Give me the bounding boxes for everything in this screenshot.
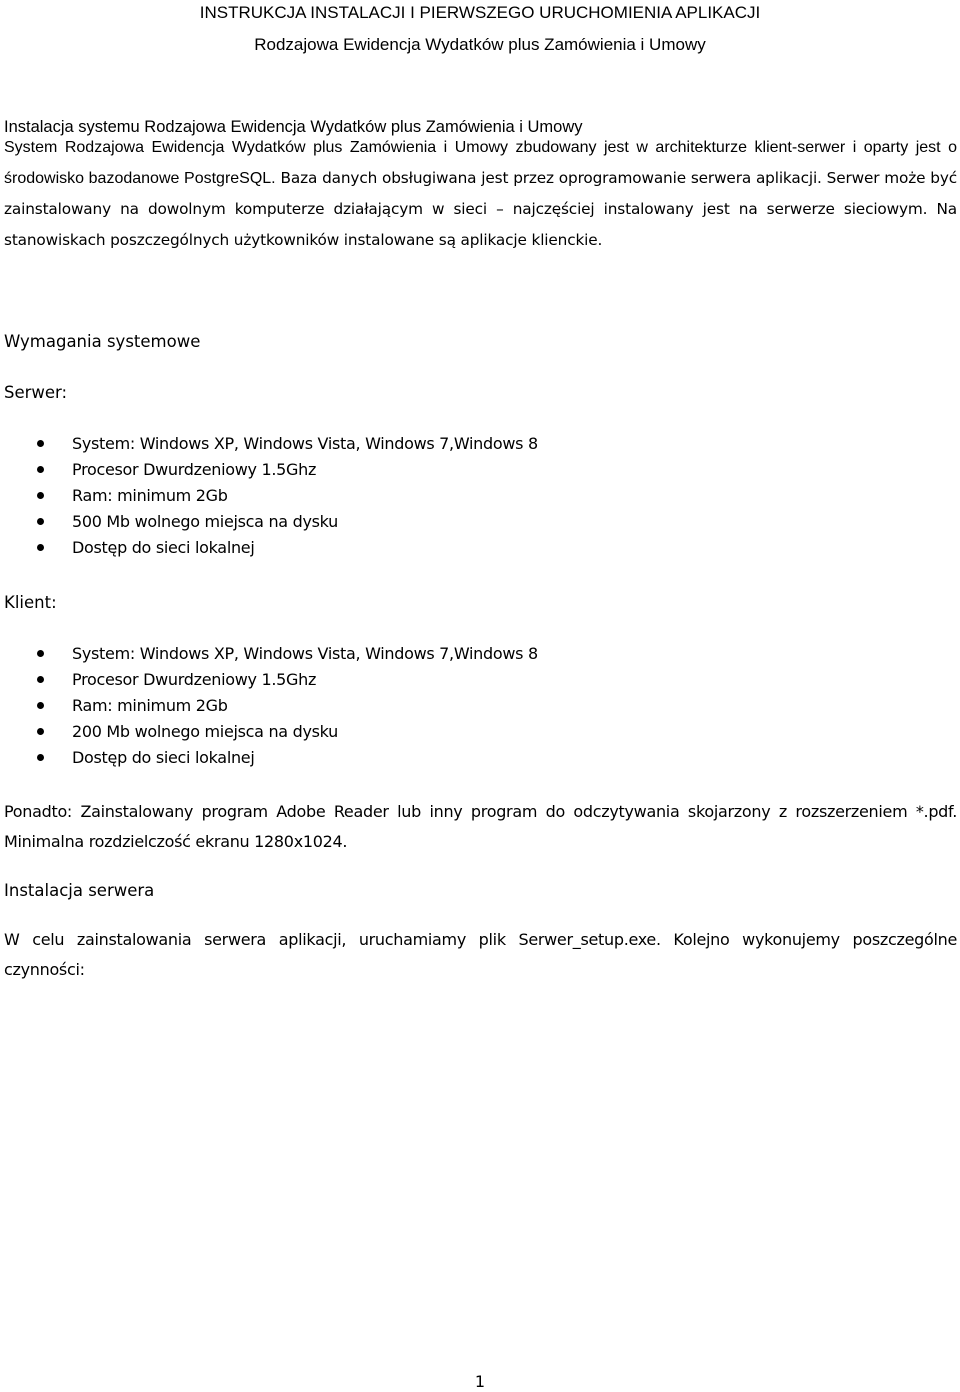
list-item: [0, 483, 900, 509]
client-requirements-list: [0, 641, 900, 771]
server-heading: Serwer:: [4, 383, 68, 402]
server-installation-heading: Instalacja serwera: [4, 881, 155, 900]
intro-paragraph: [4, 133, 957, 256]
list-item-text: 200 Mb wolnego miejsca na dysku: [72, 722, 338, 741]
list-item-text: Dostęp do sieci lokalnej: [72, 538, 255, 557]
list-item-text: System: Windows XP, Windows Vista, Windows 7,Windows 8: [72, 434, 538, 453]
list-item: [0, 667, 900, 693]
list-item: [0, 693, 900, 719]
list-item-text: Ram: minimum 2Gb: [72, 696, 228, 715]
bullet-icon: [37, 650, 44, 657]
server-installation-paragraph: W celu zainstalowania serwera aplikacji, uruchamiamy plik Serwer_setup.exe. Kolejno wykonujemy poszczególne czynności:: [4, 930, 957, 979]
list-item-text: Procesor Dwurdzeniowy 1.5Ghz: [72, 670, 317, 689]
list-item-text: Procesor Dwurdzeniowy 1.5Ghz: [72, 460, 317, 479]
client-heading: Klient:: [4, 593, 57, 612]
additional-requirements-paragraph: Ponadto: Zainstalowany program Adobe Reader lub inny program do odczytywania skojarzony z rozszerzeniem *.pdf. Minimalna rozdzielczość ekranu 1280x1024.: [4, 802, 957, 851]
bullet-icon: [37, 754, 44, 761]
list-item: [0, 431, 900, 457]
list-item: [0, 641, 900, 667]
list-item: [0, 719, 900, 745]
list-item: [0, 509, 900, 535]
list-item-text: Dostęp do sieci lokalnej: [72, 748, 255, 767]
list-item: [0, 457, 900, 483]
intro-paragraph-part1: System Rodzajowa Ewidencja Wydatków plus Zamówienia i Umowy zbudowany jest w architekturze klient-serwer i oparty jest o środowisko bazodanowe PostgreSQL.: [4, 139, 957, 187]
list-item: [0, 535, 900, 561]
list-item-text: 500 Mb wolnego miejsca na dysku: [72, 512, 338, 531]
bullet-icon: [37, 676, 44, 683]
bullet-icon: [37, 492, 44, 499]
bullet-icon: [37, 702, 44, 709]
bullet-icon: [37, 518, 44, 525]
list-item-text: Ram: minimum 2Gb: [72, 486, 228, 505]
server-requirements-list: [0, 431, 900, 561]
requirements-heading: Wymagania systemowe: [4, 332, 201, 351]
bullet-icon: [37, 466, 44, 473]
bullet-icon: [37, 728, 44, 735]
intro-paragraph-part2: Baza danych obsługiwana jest przez oprogramowanie serwera aplikacji. Serwer może być zainstalowany na dowolnym komputerze działającym w sieci – najczęściej instalowany jest na serwerze sieciowym. Na stanowiskach poszczególnych użytkowników instalowane są aplikacje klienckie.: [4, 169, 957, 249]
list-item: [0, 745, 900, 771]
document-title: INSTRUKCJA INSTALACJI I PIERWSZEGO URUCHOMIENIA APLIKACJI: [199, 3, 761, 22]
page-number: 1: [474, 1372, 486, 1391]
list-item-text: System: Windows XP, Windows Vista, Windows 7,Windows 8: [72, 644, 538, 663]
document-subtitle: Rodzajowa Ewidencja Wydatków plus Zamówienia i Umowy: [254, 35, 706, 54]
bullet-icon: [37, 544, 44, 551]
bullet-icon: [37, 440, 44, 447]
section-heading-installation-system: Instalacja systemu Rodzajowa Ewidencja Wydatków plus Zamówienia i Umowy: [4, 118, 583, 136]
